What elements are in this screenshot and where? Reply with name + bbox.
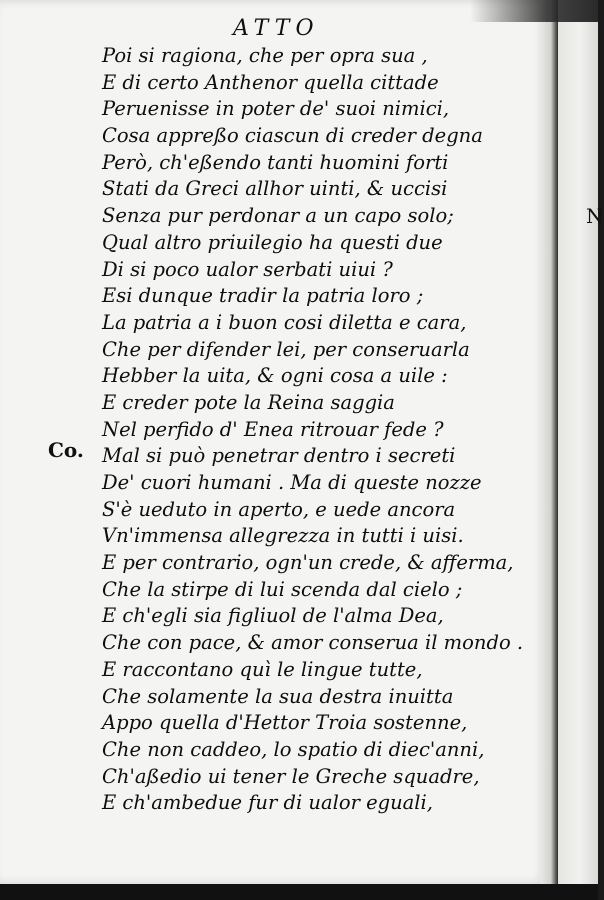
verse-line: E ch'ambedue fur di ualor eguali, bbox=[102, 791, 433, 815]
verse-line: S'è ueduto in aperto, e uede ancora bbox=[102, 497, 456, 521]
facing-page-letter: N bbox=[586, 204, 604, 228]
verse-block bbox=[102, 43, 522, 817]
verse-line: E ch'egli sia figliuol de l'alma Dea, bbox=[102, 604, 444, 628]
verse-line: Hebber la uita, & ogni cosa a uile : bbox=[102, 364, 448, 388]
verse-line: Vn'immensa allegrezza in tutti i uisi. bbox=[102, 524, 464, 548]
verse-line: Esi dunque tradir la patria loro ; bbox=[102, 284, 424, 308]
speaker-label: Co. bbox=[48, 438, 84, 462]
verse-line: Qual altro priuilegio ha questi due bbox=[102, 230, 443, 254]
verse-line: E per contrario, ogn'un crede, & afferma, bbox=[102, 551, 514, 575]
scan-shadow-top bbox=[470, 0, 598, 22]
verse-line: E raccontano quì le lingue tutte, bbox=[102, 657, 423, 681]
verse-line: Che con pace, & amor conserua il mondo . bbox=[102, 631, 524, 655]
verse-line: Appo quella d'Hettor Troia sostenne, bbox=[102, 711, 468, 735]
verse-line: Ch'aßedio ui tener le Greche squadre, bbox=[102, 764, 480, 788]
verse-line: E creder pote la Reina saggia bbox=[102, 390, 395, 414]
verse-line: Però, ch'eßendo tanti huomini forti bbox=[102, 150, 449, 174]
verse-line: Stati da Greci allhor uinti, & uccisi bbox=[102, 177, 448, 201]
verse-line: Che per difender lei, per conseruarla bbox=[102, 337, 470, 361]
running-head: ATTO bbox=[233, 16, 320, 41]
verse-line: Nel perfido d' Enea ritrouar fede ? bbox=[102, 417, 444, 441]
verse-line: E di certo Anthenor quella cittade bbox=[102, 70, 439, 94]
verse-line: Cosa appreßo ciascun di creder degna bbox=[102, 124, 483, 148]
verse-line: Che non caddeo, lo spatio di diec'anni, bbox=[102, 737, 485, 761]
verse-line: Mal si può penetrar dentro i secreti bbox=[102, 444, 456, 468]
verse-line: Peruenisse in poter de' suoi nimici, bbox=[102, 97, 450, 121]
verse-line: Di si poco ualor serbati uiui ? bbox=[102, 257, 393, 281]
verse-line: De' cuori humani . Ma di queste nozze bbox=[102, 471, 482, 494]
verse-line: Che solamente la sua destra inuitta bbox=[102, 684, 454, 708]
verse-line: Senza pur perdonar a un capo solo; bbox=[102, 204, 454, 228]
page-edge bbox=[540, 0, 558, 900]
scan-shadow-bottom bbox=[0, 884, 598, 900]
verse-line: Che la stirpe di lui scenda dal cielo ; bbox=[102, 577, 463, 601]
facing-page-strip bbox=[558, 0, 598, 900]
verse-line: Poi si ragiona, che per opra sua , bbox=[102, 44, 428, 67]
verse-line: La patria a i buon cosi diletta e cara, bbox=[102, 310, 467, 334]
